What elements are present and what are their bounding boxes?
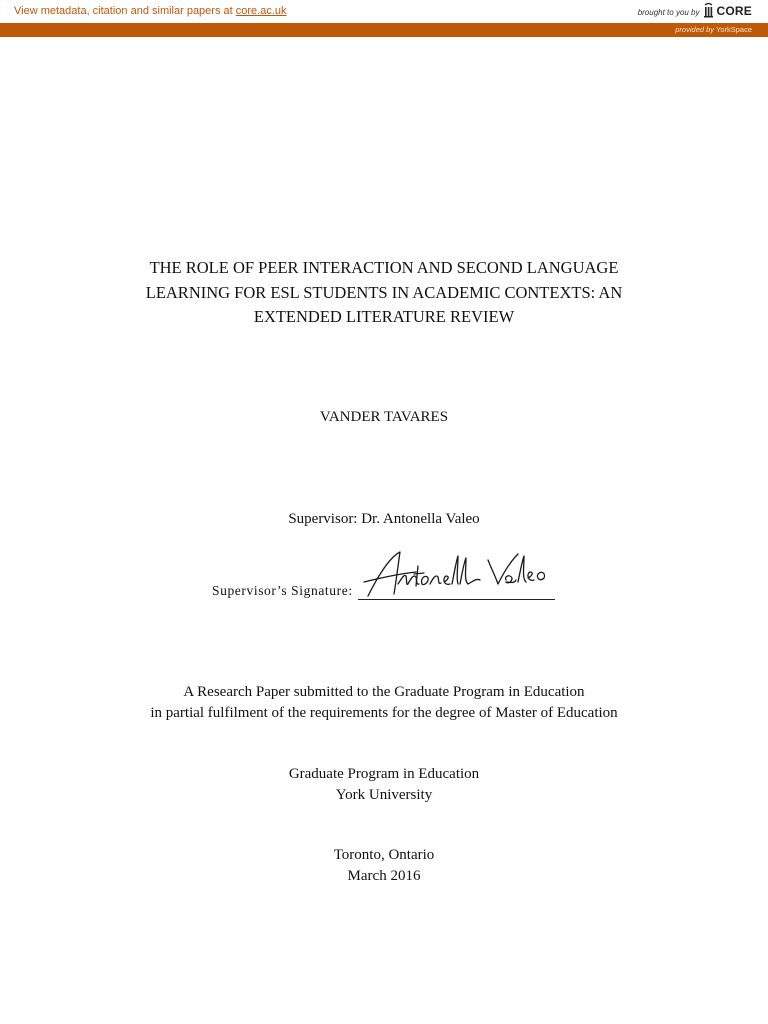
submission-line: A Research Paper submitted to the Graduate Program in Education	[183, 684, 585, 700]
institution	[0, 764, 768, 806]
core-logo-text: CORE	[716, 3, 752, 18]
submission-line: in partial fulfilment of the requirements for the degree of Master of Education	[150, 705, 618, 721]
provided-by-text[interactable]	[675, 25, 752, 34]
university-name: York University	[335, 787, 433, 803]
provided-by-label: provided by	[675, 25, 715, 34]
location: Toronto, Ontario	[333, 847, 435, 863]
core-provider-bar	[0, 23, 768, 37]
provider-name: YorkSpace	[716, 25, 752, 34]
core-brand[interactable]	[638, 3, 752, 18]
title-line: EXTENDED LITERATURE REVIEW	[253, 307, 515, 326]
title-line: THE ROLE OF PEER INTERACTION AND SECOND LANGUAGE	[149, 258, 619, 277]
handwritten-signature	[358, 544, 548, 600]
submission-statement	[0, 682, 768, 724]
paper-title	[0, 256, 768, 330]
core-metadata-text: View metadata, citation and similar papers at	[14, 5, 236, 17]
program-name: Graduate Program in Education	[288, 766, 480, 782]
supervisor-name: Supervisor: Dr. Antonella Valeo	[288, 511, 480, 527]
brought-to-you-text: brought to you by	[637, 7, 700, 17]
signature-label: Supervisor’s Signature:	[212, 583, 353, 598]
place-and-date	[0, 845, 768, 887]
core-banner	[0, 0, 768, 24]
core-link[interactable]: core.ac.uk	[235, 5, 287, 17]
signature-row	[212, 540, 572, 604]
date: March 2016	[347, 868, 421, 884]
core-logo-icon	[703, 3, 714, 18]
title-line: LEARNING FOR ESL STUDENTS IN ACADEMIC CONTEXTS: AN	[145, 282, 623, 302]
core-metadata-notice	[14, 5, 287, 17]
author-name: VANDER TAVARES	[319, 409, 449, 425]
